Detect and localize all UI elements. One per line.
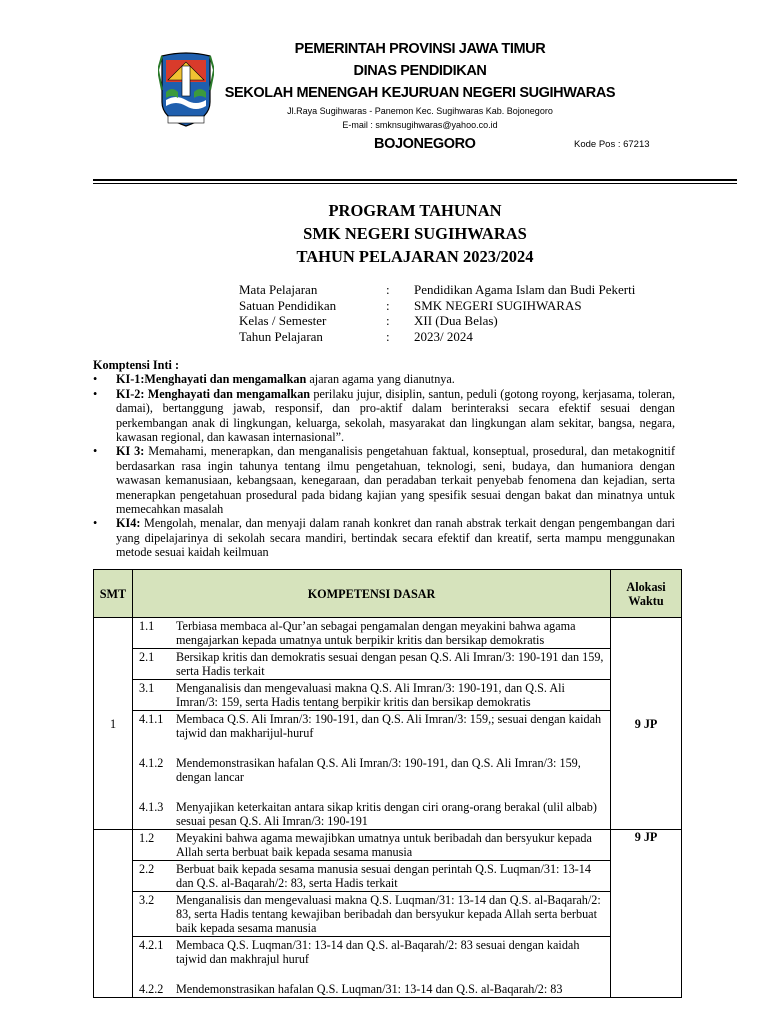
kompetensi-dasar-table xyxy=(93,569,682,998)
kd-number: 1.1 xyxy=(138,619,155,633)
kd-text: Bersikap kritis dan demokratis sesuai dengan pesan Q.S. Ali Imran/3: 190-191 dan 159, serta Hadis terkait xyxy=(175,650,604,678)
semester-cell: 1 xyxy=(94,618,133,830)
spacer xyxy=(133,967,610,981)
alokasi-cell: 9 JP xyxy=(611,618,682,830)
info-value: 2023/ 2024 xyxy=(414,329,473,345)
info-value: XII (Dua Belas) xyxy=(414,313,498,329)
kd-number: 3.2 xyxy=(138,893,155,907)
kd-item xyxy=(133,861,610,892)
kd-text: Menganalisis dan mengevaluasi makna Q.S. Ali Imran/3: 190-191, dan Q.S. Ali Imran/3: 159, serta Hadis tentang berpikir kritis dan bersikap demokratis xyxy=(175,681,565,709)
kd-item xyxy=(133,981,610,997)
ki-item xyxy=(93,444,675,516)
ki-item-label: KI 3: xyxy=(116,444,145,459)
table-header-row xyxy=(94,570,682,618)
kd-cell xyxy=(132,618,610,830)
ki-item-text: perilaku jujur, disiplin, santun, peduli (gotong royong, kerjasama, toleran, damai), bertanggung jawab, responsif, dan pro-aktif dalam berinteraksi secara efektif sesuai dengan perkembangan anak di lingkungan, keluarga, sekolah, masyarakat dan lingkungan alam sekitar, bangsa, negara, kawasan regional, dan kawasan internasional”. xyxy=(116,386,675,445)
bullet-icon: • xyxy=(93,386,98,401)
info-row-subject xyxy=(239,282,635,298)
kd-number: 4.2.1 xyxy=(138,938,164,952)
info-row-school xyxy=(239,298,635,314)
kd-cell xyxy=(132,830,610,998)
kd-text: Mendemonstrasikan hafalan Q.S. Luqman/31: 13-14 dan Q.S. al-Baqarah/2: 83 xyxy=(175,982,563,996)
info-colon: : xyxy=(386,329,390,345)
kd-item xyxy=(133,649,610,680)
kd-item xyxy=(133,711,610,741)
spacer xyxy=(133,785,610,799)
alokasi-cell: 9 JP xyxy=(611,830,682,998)
kd-item xyxy=(133,937,610,967)
info-label: Mata Pelajaran xyxy=(239,282,318,297)
kd-number: 2.2 xyxy=(138,862,155,876)
info-colon: : xyxy=(386,313,390,329)
kd-number: 4.1.1 xyxy=(138,712,164,726)
info-colon: : xyxy=(386,282,390,297)
semester-cell xyxy=(94,830,133,998)
header-alokasi-waktu: Alokasi Waktu xyxy=(611,570,682,618)
info-row-class xyxy=(239,313,635,329)
bullet-icon: • xyxy=(93,444,98,459)
ki-item-label: KI4: xyxy=(116,516,141,531)
kompetensi-inti xyxy=(93,358,675,560)
ki-item-label: KI-2: Menghayati dan mengamalkan xyxy=(116,386,311,401)
government-name: PEMERINTAH PROVINSI JAWA TIMUR xyxy=(294,41,546,57)
kd-text: Menyajikan keterkaitan antara sikap kritis dengan ciri orang-orang berakal (ulil albab) sesuai pesan Q.S. Ali Imran/3: 190-191 xyxy=(175,800,597,828)
header-smt: SMT xyxy=(94,570,133,618)
kd-item xyxy=(133,618,610,649)
info-row-year xyxy=(239,329,635,345)
kd-text: Meyakini bahwa agama mewajibkan umatnya untuk beribadah dan bersyukur kepada Allah serta berbuat baik kepada sesama manusia xyxy=(175,831,592,859)
letterhead-divider-thick xyxy=(93,179,737,181)
letterhead xyxy=(0,0,768,190)
kd-text: Membaca Q.S. Luqman/31: 13-14 dan Q.S. al-Baqarah/2: 83 sesuai dengan kaidah tajwid dan makhrajul huruf xyxy=(175,938,580,966)
kd-text: Menganalisis dan mengevaluasi makna Q.S. Luqman/31: 13-14 dan Q.S. al-Baqarah/2: 83, serta Hadis tentang kewajiban beribadah dan bersyukur kepada Allah serta berbuat baik kepada sesama manusia xyxy=(175,893,601,935)
info-label: Tahun Pelajaran xyxy=(239,329,323,345)
kd-number: 1.2 xyxy=(138,831,155,845)
kd-text: Terbiasa membaca al-Qur’an sebagai pengamalan dengan meyakini bahwa agama mengajarkan kepada umatnya untuk berpikir kritis dan bersikap demokratis xyxy=(175,619,576,647)
ki-item xyxy=(93,516,675,559)
letterhead-divider-thin xyxy=(93,183,737,184)
kd-item xyxy=(133,830,610,861)
table-row xyxy=(94,618,682,830)
kd-number: 3.1 xyxy=(138,681,155,695)
kd-text: Mendemonstrasikan hafalan Q.S. Ali Imran/3: 190-191, dan Q.S. Ali Imran/3: 159, dengan lancar xyxy=(175,756,581,784)
kd-item xyxy=(133,755,610,785)
info-colon: : xyxy=(386,297,390,313)
ki-item-text: ajaran agama yang dianutnya. xyxy=(306,372,455,387)
kd-item xyxy=(133,799,610,829)
kd-text: Membaca Q.S. Ali Imran/3: 190-191, dan Q.S. Ali Imran/3: 159,; sesuai dengan kaidah tajwid dan makharijul-huruf xyxy=(175,712,602,740)
info-label: Satuan Pendidikan xyxy=(239,297,337,313)
bullet-icon: • xyxy=(93,516,98,531)
header-kompetensi-dasar: KOMPETENSI DASAR xyxy=(132,570,610,618)
kd-number: 4.1.2 xyxy=(138,756,164,770)
kd-number: 4.1.3 xyxy=(138,800,164,814)
document-info xyxy=(239,282,635,345)
bullet-icon: • xyxy=(93,372,98,387)
postal-code: Kode Pos : 67213 xyxy=(574,139,650,150)
school-name: SEKOLAH MENENGAH KEJURUAN NEGERI SUGIHWARAS xyxy=(224,85,616,101)
info-label: Kelas / Semester xyxy=(239,313,327,329)
ki-item xyxy=(93,387,675,445)
table-row xyxy=(94,830,682,998)
school-address: Jl.Raya Sugihwaras - Panemon Kec. Sugihwaras Kab. Bojonegoro xyxy=(287,106,553,116)
kd-number: 2.1 xyxy=(138,650,155,664)
ki-heading: Komptensi Inti : xyxy=(93,358,179,372)
kd-item xyxy=(133,892,610,937)
info-value: SMK NEGERI SUGIHWARAS xyxy=(414,297,582,313)
department-name: DINAS PENDIDIKAN xyxy=(353,63,487,79)
ki-item-text: Mengolah, menalar, dan menyaji dalam ranah konkret dan ranah abstrak terkait dengan pengembangan dari yang dipelajarinya di sekolah secara mandiri, bertindak secara efektif dan kreatif, serta mampu menggunakan metode sesuai kaidah keilmuan xyxy=(116,516,675,560)
school-city: BOJONEGORO xyxy=(374,136,476,152)
spacer xyxy=(133,741,610,755)
school-email: E-mail : smknsugihwaras@yahoo.co.id xyxy=(342,120,498,130)
kd-text: Berbuat baik kepada sesama manusia sesuai dengan perintah Q.S. Luqman/31: 13-14 dan Q.S. al-Baqarah/2: 83, serta Hadis terkait xyxy=(175,862,591,890)
kd-item xyxy=(133,680,610,711)
kd-number: 4.2.2 xyxy=(138,982,164,996)
ki-item-text: Memahami, menerapkan, dan menganalisis pengetahuan faktual, konseptual, prosedural, dan metakognitif berdasarkan rasa ingin tahunya tentang ilmu pengetahuan, teknologi, seni, budaya, dan humaniora dengan wawasan kemanusiaan, kebangsaan, kenegaraan, dan peradaban terkait penyebab fenomena dan kejadian, serta menerapkan pengetahuan prosedural pada bidang kajian yang spesifik sesuai dengan bakat dan minatnya untuk memecahkan masalah xyxy=(116,444,676,517)
document-title: PROGRAM TAHUNAN xyxy=(328,201,502,220)
document-school: SMK NEGERI SUGIHWARAS xyxy=(303,224,527,243)
document-year: TAHUN PELAJARAN 2023/2024 xyxy=(296,247,534,266)
info-value: Pendidikan Agama Islam dan Budi Pekerti xyxy=(414,282,636,297)
ki-item xyxy=(93,372,675,386)
ki-item-label: KI-1:Menghayati dan mengamalkan xyxy=(116,372,307,387)
